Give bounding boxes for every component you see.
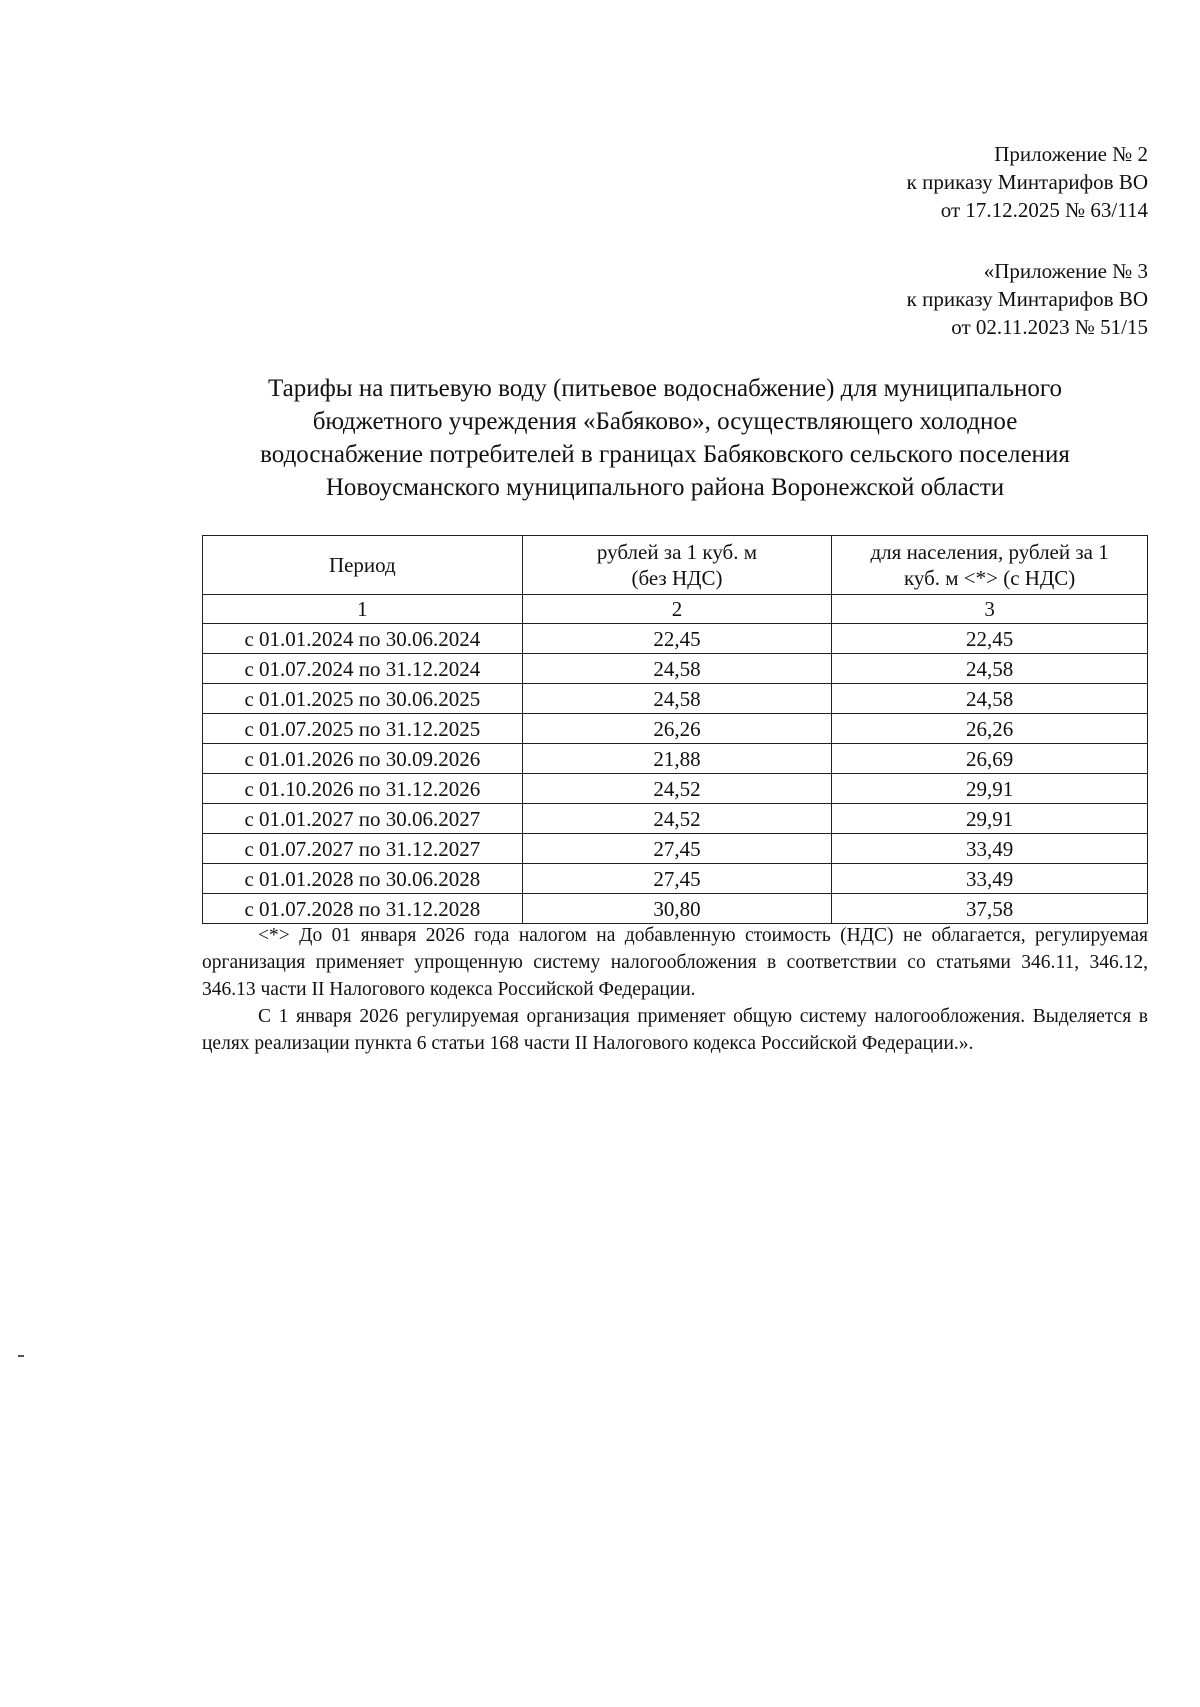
no-vat-cell: 24,52 — [522, 774, 832, 804]
period-cell: с 01.01.2025 по 30.06.2025 — [203, 684, 523, 714]
title-line: бюджетного учреждения «Бабяково», осуществляющего холодное — [312, 408, 1018, 435]
appendix-title: «Приложение № 3 — [983, 259, 1148, 283]
notes-section — [202, 922, 1148, 1057]
table-row — [203, 774, 1148, 804]
no-vat-cell: 26,26 — [522, 714, 832, 744]
period-cell: с 01.07.2024 по 31.12.2024 — [203, 654, 523, 684]
appendix-header-current — [907, 140, 1148, 224]
table-row — [203, 744, 1148, 774]
population-cell: 29,91 — [832, 774, 1148, 804]
header-line: куб. м <*> (с НДС) — [903, 566, 1076, 590]
appendix-header-original — [907, 257, 1148, 341]
no-vat-cell: 30,80 — [522, 894, 832, 924]
header-period: Период — [203, 536, 523, 595]
population-cell: 24,58 — [832, 684, 1148, 714]
no-vat-cell: 24,52 — [522, 804, 832, 834]
table-row — [203, 894, 1148, 924]
table-row — [203, 684, 1148, 714]
table-row — [203, 654, 1148, 684]
title-line: водоснабжение потребителей в границах Бабяковского сельского поселения — [260, 441, 1070, 468]
population-cell: 33,49 — [832, 864, 1148, 894]
appendix-order-date: от 17.12.2025 № 63/114 — [940, 198, 1148, 222]
footnote-paragraph: <*> До 01 января 2026 года налогом на добавленную стоимость (НДС) не облагается, регулируемая организация применяет упрощенную систему налогообложения в соответствии со статьями 346.11, 346.12, 346.13 части II Налогового кодекса Российской Федерации. — [202, 925, 1148, 1000]
population-cell: 24,58 — [832, 654, 1148, 684]
appendix-order-ref: к приказу Минтарифов ВО — [906, 170, 1148, 194]
population-cell: 26,26 — [832, 714, 1148, 744]
population-cell: 37,58 — [832, 894, 1148, 924]
tariff-table — [202, 535, 1148, 924]
appendix-title: Приложение № 2 — [994, 142, 1148, 166]
period-cell: с 01.01.2024 по 30.06.2024 — [203, 624, 523, 654]
population-cell: 29,91 — [832, 804, 1148, 834]
header-line: (без НДС) — [631, 566, 723, 590]
no-vat-cell: 22,45 — [522, 624, 832, 654]
header-population — [832, 536, 1148, 595]
document-title — [190, 372, 1140, 504]
scan-artifact-mark — [18, 1355, 24, 1357]
no-vat-cell: 21,88 — [522, 744, 832, 774]
period-cell: с 01.01.2028 по 30.06.2028 — [203, 864, 523, 894]
table-header-row — [203, 536, 1148, 595]
no-vat-cell: 24,58 — [522, 654, 832, 684]
appendix-order-ref: к приказу Минтарифов ВО — [906, 287, 1148, 311]
column-number: 3 — [832, 595, 1148, 624]
period-cell: с 01.10.2026 по 31.12.2026 — [203, 774, 523, 804]
appendix-order-date: от 02.11.2023 № 51/15 — [951, 315, 1148, 339]
population-cell: 22,45 — [832, 624, 1148, 654]
no-vat-cell: 24,58 — [522, 684, 832, 714]
population-cell: 26,69 — [832, 744, 1148, 774]
column-number-row — [203, 595, 1148, 624]
header-no-vat — [522, 536, 832, 595]
column-number: 1 — [203, 595, 523, 624]
no-vat-cell: 27,45 — [522, 864, 832, 894]
population-cell: 33,49 — [832, 834, 1148, 864]
table-row — [203, 714, 1148, 744]
column-number: 2 — [522, 595, 832, 624]
header-line: для населения, рублей за 1 — [870, 540, 1109, 564]
period-cell: с 01.07.2025 по 31.12.2025 — [203, 714, 523, 744]
header-line: рублей за 1 куб. м — [596, 540, 758, 564]
period-cell: с 01.01.2027 по 30.06.2027 — [203, 804, 523, 834]
table-row — [203, 624, 1148, 654]
title-line: Новоусманского муниципального района Воронежской области — [325, 474, 1005, 501]
table-row — [203, 804, 1148, 834]
period-cell: с 01.07.2028 по 31.12.2028 — [203, 894, 523, 924]
table-row — [203, 864, 1148, 894]
no-vat-cell: 27,45 — [522, 834, 832, 864]
vat-note-paragraph: С 1 января 2026 регулируемая организация применяет общую систему налогообложения. Выделяется в целях реализации пункта 6 статьи 168 части II Налогового кодекса Российской Федерации.». — [202, 1006, 1148, 1054]
period-cell: с 01.01.2026 по 30.09.2026 — [203, 744, 523, 774]
table-row — [203, 834, 1148, 864]
period-cell: с 01.07.2027 по 31.12.2027 — [203, 834, 523, 864]
title-line: Тарифы на питьевую воду (питьевое водоснабжение) для муниципального — [267, 375, 1063, 402]
